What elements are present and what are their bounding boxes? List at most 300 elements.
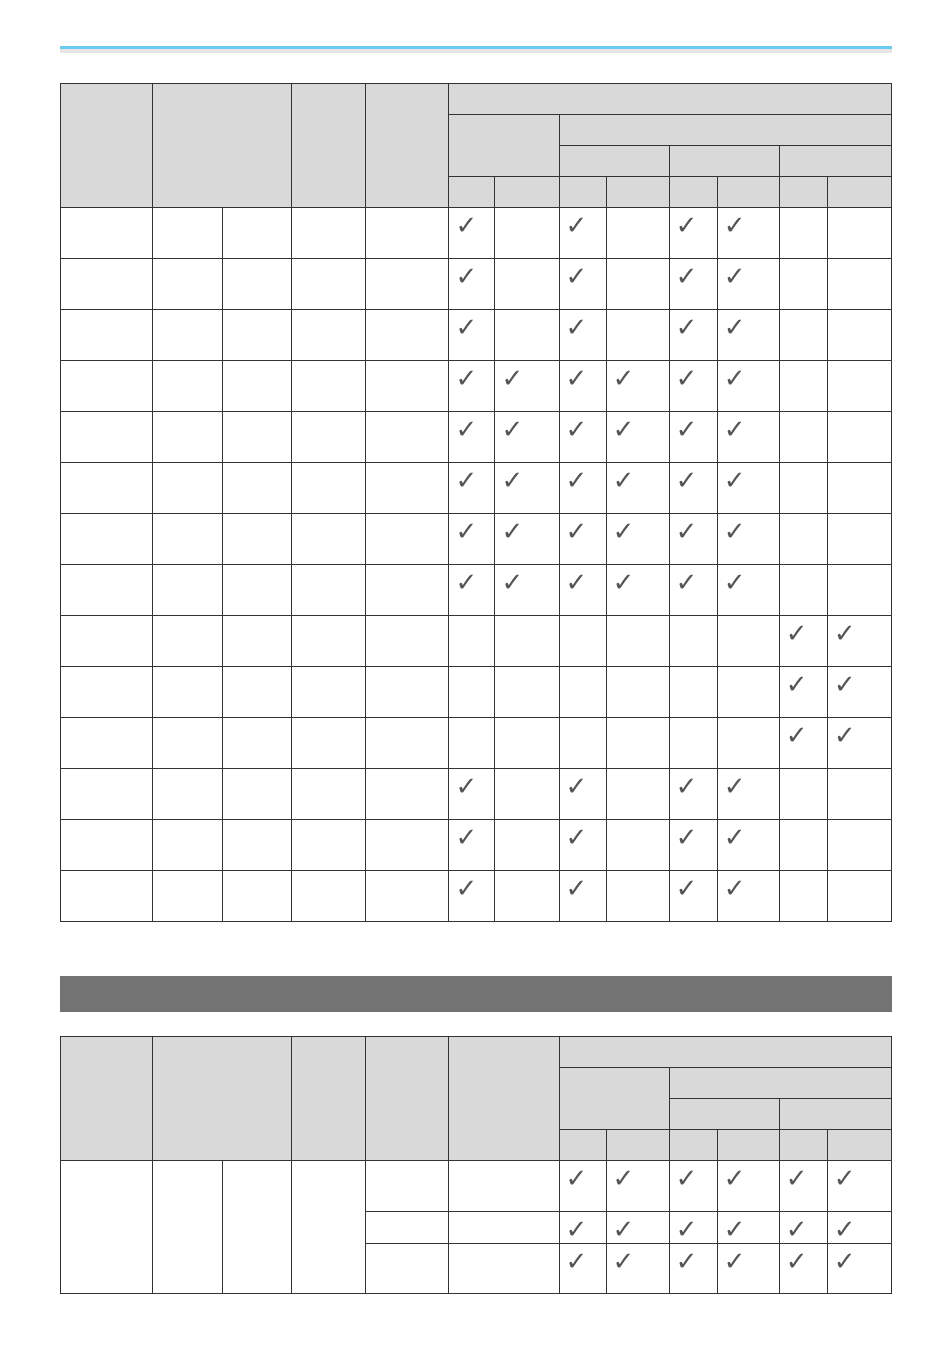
check-mark-icon: ✓ [833, 1164, 856, 1194]
check-cell [827, 718, 891, 769]
header-cell [669, 177, 717, 208]
table-cell [61, 310, 153, 361]
check-cell [449, 208, 495, 259]
check-cell [606, 361, 669, 412]
empty-cell [827, 412, 891, 463]
check-mark-icon: ✓ [565, 466, 588, 496]
check-cell [779, 718, 827, 769]
table-cell [366, 871, 449, 922]
header-cell [61, 84, 153, 208]
table-cell [366, 412, 449, 463]
check-cell [669, 412, 717, 463]
header-cell [559, 115, 891, 146]
check-cell [717, 412, 779, 463]
check-mark-icon: ✓ [565, 364, 588, 394]
table-cell [366, 769, 449, 820]
table-cell [292, 412, 366, 463]
empty-cell [827, 820, 891, 871]
check-mark-icon: ✓ [455, 874, 478, 904]
empty-cell [606, 616, 669, 667]
header-cell [559, 177, 606, 208]
table-cell [449, 1244, 559, 1294]
empty-cell [449, 667, 495, 718]
table-cell [292, 871, 366, 922]
empty-cell [827, 463, 891, 514]
table-cell [449, 1161, 559, 1212]
table-cell [292, 769, 366, 820]
check-mark-icon: ✓ [455, 517, 478, 547]
header-cell [449, 115, 559, 177]
check-mark-icon: ✓ [675, 568, 698, 598]
check-cell [669, 310, 717, 361]
check-mark-icon: ✓ [565, 1247, 588, 1277]
table-row [61, 310, 892, 361]
check-cell [495, 412, 559, 463]
header-cell [827, 1130, 891, 1161]
table-cell [223, 361, 292, 412]
check-cell [559, 259, 606, 310]
check-mark-icon: ✓ [565, 823, 588, 853]
check-cell [717, 463, 779, 514]
check-mark-icon: ✓ [565, 772, 588, 802]
check-mark-icon: ✓ [675, 1247, 698, 1277]
header-cell [669, 1068, 891, 1099]
header-cell [669, 1130, 717, 1161]
check-cell [717, 1161, 779, 1212]
check-cell [717, 208, 779, 259]
header-cell [606, 177, 669, 208]
header-cell [779, 1130, 827, 1161]
header-cell [827, 177, 891, 208]
check-cell [717, 1244, 779, 1294]
empty-cell [495, 616, 559, 667]
check-cell [606, 514, 669, 565]
section-bar [60, 976, 892, 1012]
check-cell [669, 565, 717, 616]
table-cell [223, 463, 292, 514]
check-mark-icon: ✓ [785, 1247, 808, 1277]
check-mark-icon: ✓ [501, 466, 524, 496]
table-cell [61, 412, 153, 463]
header-cell [153, 1037, 292, 1161]
table-cell [223, 310, 292, 361]
table-cell [153, 718, 223, 769]
check-cell [606, 1161, 669, 1212]
check-cell [606, 565, 669, 616]
table-cell [223, 259, 292, 310]
table-cell [366, 463, 449, 514]
check-cell [559, 361, 606, 412]
header-cell [669, 146, 779, 177]
check-mark-icon: ✓ [501, 517, 524, 547]
check-cell [449, 514, 495, 565]
table-cell [449, 1212, 559, 1244]
header-cell [559, 1068, 669, 1130]
check-cell [559, 1212, 606, 1244]
empty-cell [559, 718, 606, 769]
table-cell [292, 310, 366, 361]
check-cell [717, 871, 779, 922]
table-cell [292, 616, 366, 667]
check-mark-icon: ✓ [675, 466, 698, 496]
check-cell [449, 871, 495, 922]
table-cell [366, 667, 449, 718]
check-mark-icon: ✓ [565, 211, 588, 241]
empty-cell [495, 310, 559, 361]
check-cell [495, 361, 559, 412]
table-row [61, 1161, 892, 1212]
header-cell [606, 1130, 669, 1161]
table-cell [366, 1161, 449, 1212]
table-row [61, 361, 892, 412]
table-cell [61, 616, 153, 667]
empty-cell [606, 718, 669, 769]
check-mark-icon: ✓ [785, 1215, 808, 1245]
empty-cell [495, 769, 559, 820]
empty-cell [606, 667, 669, 718]
check-mark-icon: ✓ [723, 517, 746, 547]
header-cell [559, 1037, 892, 1068]
check-cell [559, 310, 606, 361]
check-mark-icon: ✓ [455, 262, 478, 292]
table-cell [153, 1161, 223, 1294]
check-cell [779, 667, 827, 718]
check-mark-icon: ✓ [785, 721, 808, 751]
check-mark-icon: ✓ [675, 823, 698, 853]
empty-cell [449, 616, 495, 667]
table-cell [153, 361, 223, 412]
check-cell [559, 769, 606, 820]
check-cell [717, 514, 779, 565]
check-cell [559, 1161, 606, 1212]
empty-cell [827, 871, 891, 922]
table-cell [366, 361, 449, 412]
check-cell [449, 361, 495, 412]
empty-cell [827, 208, 891, 259]
check-mark-icon: ✓ [723, 823, 746, 853]
table-cell [153, 310, 223, 361]
check-mark-icon: ✓ [675, 517, 698, 547]
check-mark-icon: ✓ [612, 415, 635, 445]
check-cell [827, 667, 891, 718]
table-cell [366, 514, 449, 565]
header-cell [153, 84, 292, 208]
table-cell [61, 667, 153, 718]
check-mark-icon: ✓ [785, 1164, 808, 1194]
check-mark-icon: ✓ [785, 619, 808, 649]
table-cell [153, 463, 223, 514]
check-mark-icon: ✓ [612, 466, 635, 496]
header-cell [779, 1099, 891, 1130]
table-cell [153, 412, 223, 463]
table-cell [366, 259, 449, 310]
table-cell [153, 820, 223, 871]
check-mark-icon: ✓ [455, 211, 478, 241]
table-cell [366, 718, 449, 769]
empty-cell [779, 259, 827, 310]
empty-cell [669, 718, 717, 769]
check-mark-icon: ✓ [675, 211, 698, 241]
compatibility-table-1 [60, 83, 892, 922]
check-cell [669, 361, 717, 412]
check-mark-icon: ✓ [785, 670, 808, 700]
table-cell [223, 667, 292, 718]
table-row [61, 565, 892, 616]
table-row [61, 514, 892, 565]
table-row [61, 208, 892, 259]
check-cell [779, 1212, 827, 1244]
check-mark-icon: ✓ [501, 568, 524, 598]
empty-cell [779, 565, 827, 616]
check-cell [559, 1244, 606, 1294]
table-cell [366, 310, 449, 361]
header-rule-shadow [60, 49, 892, 53]
header-cell [559, 1130, 606, 1161]
table-cell [61, 718, 153, 769]
check-cell [559, 208, 606, 259]
table-cell [223, 769, 292, 820]
check-mark-icon: ✓ [675, 772, 698, 802]
table-cell [223, 616, 292, 667]
check-mark-icon: ✓ [723, 364, 746, 394]
check-cell [717, 769, 779, 820]
check-cell [827, 1161, 891, 1212]
empty-cell [779, 820, 827, 871]
table-cell [292, 667, 366, 718]
empty-cell [669, 667, 717, 718]
empty-cell [606, 310, 669, 361]
check-mark-icon: ✓ [565, 262, 588, 292]
check-cell [669, 1212, 717, 1244]
check-cell [717, 820, 779, 871]
check-mark-icon: ✓ [723, 211, 746, 241]
check-mark-icon: ✓ [565, 415, 588, 445]
check-mark-icon: ✓ [723, 262, 746, 292]
check-mark-icon: ✓ [723, 466, 746, 496]
check-mark-icon: ✓ [612, 364, 635, 394]
check-cell [606, 1244, 669, 1294]
check-mark-icon: ✓ [612, 1215, 635, 1245]
check-mark-icon: ✓ [501, 415, 524, 445]
check-cell [669, 820, 717, 871]
table-cell [223, 514, 292, 565]
table-row [61, 259, 892, 310]
compatibility-table-2 [60, 1036, 892, 1294]
header-cell [292, 1037, 366, 1161]
empty-cell [717, 667, 779, 718]
empty-cell [779, 361, 827, 412]
check-cell [449, 412, 495, 463]
table-cell [366, 820, 449, 871]
table-cell [61, 208, 153, 259]
check-mark-icon: ✓ [455, 466, 478, 496]
check-mark-icon: ✓ [723, 1215, 746, 1245]
table-cell [61, 565, 153, 616]
check-cell [779, 1161, 827, 1212]
empty-cell [495, 820, 559, 871]
check-cell [449, 769, 495, 820]
check-mark-icon: ✓ [675, 415, 698, 445]
table-row [61, 718, 892, 769]
check-mark-icon: ✓ [612, 1164, 635, 1194]
check-mark-icon: ✓ [675, 313, 698, 343]
table-cell [153, 259, 223, 310]
header-cell [366, 1037, 449, 1161]
check-cell [669, 1161, 717, 1212]
table-cell [153, 871, 223, 922]
table-cell [223, 1161, 292, 1294]
check-mark-icon: ✓ [501, 364, 524, 394]
check-mark-icon: ✓ [612, 1247, 635, 1277]
table-cell [61, 769, 153, 820]
check-mark-icon: ✓ [833, 721, 856, 751]
table-cell [61, 514, 153, 565]
check-mark-icon: ✓ [833, 1215, 856, 1245]
check-mark-icon: ✓ [612, 517, 635, 547]
check-cell [669, 1244, 717, 1294]
empty-cell [779, 871, 827, 922]
table-cell [153, 769, 223, 820]
check-cell [495, 514, 559, 565]
check-mark-icon: ✓ [833, 670, 856, 700]
check-cell [559, 871, 606, 922]
check-mark-icon: ✓ [675, 874, 698, 904]
check-cell [779, 616, 827, 667]
table-cell [292, 718, 366, 769]
check-cell [669, 514, 717, 565]
empty-cell [606, 208, 669, 259]
table-cell [292, 463, 366, 514]
table-cell [223, 208, 292, 259]
empty-cell [495, 259, 559, 310]
check-cell [669, 769, 717, 820]
empty-cell [717, 616, 779, 667]
table-cell [292, 259, 366, 310]
check-mark-icon: ✓ [675, 1215, 698, 1245]
empty-cell [779, 208, 827, 259]
header-cell [779, 177, 827, 208]
table-cell [223, 871, 292, 922]
empty-cell [495, 667, 559, 718]
check-cell [669, 463, 717, 514]
table-row [61, 616, 892, 667]
check-cell [827, 1244, 891, 1294]
check-mark-icon: ✓ [565, 313, 588, 343]
check-mark-icon: ✓ [723, 1247, 746, 1277]
header-cell [61, 1037, 153, 1161]
empty-cell [827, 514, 891, 565]
header-cell [449, 1037, 559, 1161]
table-row [61, 463, 892, 514]
empty-cell [827, 310, 891, 361]
table-cell [366, 1244, 449, 1294]
check-cell [717, 1212, 779, 1244]
table-cell [61, 463, 153, 514]
header-cell [717, 1130, 779, 1161]
check-cell [495, 463, 559, 514]
check-cell [449, 820, 495, 871]
table-cell [292, 820, 366, 871]
check-mark-icon: ✓ [612, 568, 635, 598]
check-mark-icon: ✓ [455, 772, 478, 802]
table-cell [292, 361, 366, 412]
empty-cell [495, 871, 559, 922]
header-cell [559, 146, 669, 177]
check-cell [495, 565, 559, 616]
empty-cell [449, 718, 495, 769]
check-mark-icon: ✓ [723, 874, 746, 904]
empty-cell [827, 361, 891, 412]
check-mark-icon: ✓ [723, 772, 746, 802]
empty-cell [827, 259, 891, 310]
table-cell [223, 718, 292, 769]
table-row [61, 820, 892, 871]
check-mark-icon: ✓ [565, 1215, 588, 1245]
header-cell [495, 177, 559, 208]
header-cell [366, 84, 449, 208]
check-mark-icon: ✓ [565, 568, 588, 598]
check-cell [559, 820, 606, 871]
table-cell [366, 616, 449, 667]
check-mark-icon: ✓ [455, 568, 478, 598]
check-cell [827, 616, 891, 667]
table-cell [366, 565, 449, 616]
table-cell [292, 565, 366, 616]
header-cell [449, 84, 892, 115]
table-cell [153, 616, 223, 667]
check-mark-icon: ✓ [455, 313, 478, 343]
empty-cell [559, 616, 606, 667]
table-cell [223, 412, 292, 463]
table-cell [61, 361, 153, 412]
check-cell [449, 463, 495, 514]
check-mark-icon: ✓ [675, 364, 698, 394]
check-mark-icon: ✓ [565, 874, 588, 904]
check-cell [779, 1244, 827, 1294]
header-cell [669, 1099, 779, 1130]
check-mark-icon: ✓ [455, 415, 478, 445]
check-cell [669, 208, 717, 259]
check-mark-icon: ✓ [675, 262, 698, 292]
table-cell [292, 208, 366, 259]
header-cell [449, 177, 495, 208]
table-cell [61, 1161, 153, 1294]
table-cell [223, 820, 292, 871]
table-cell [292, 514, 366, 565]
check-cell [717, 565, 779, 616]
empty-cell [606, 820, 669, 871]
check-cell [669, 259, 717, 310]
check-cell [559, 412, 606, 463]
check-mark-icon: ✓ [455, 364, 478, 394]
empty-cell [495, 208, 559, 259]
check-cell [606, 1212, 669, 1244]
check-cell [717, 310, 779, 361]
check-mark-icon: ✓ [833, 1247, 856, 1277]
empty-cell [779, 310, 827, 361]
check-cell [827, 1212, 891, 1244]
check-cell [559, 565, 606, 616]
empty-cell [606, 259, 669, 310]
empty-cell [669, 616, 717, 667]
check-cell [449, 259, 495, 310]
table-cell [153, 514, 223, 565]
check-cell [717, 259, 779, 310]
check-cell [669, 871, 717, 922]
check-mark-icon: ✓ [833, 619, 856, 649]
check-cell [606, 412, 669, 463]
check-cell [449, 310, 495, 361]
